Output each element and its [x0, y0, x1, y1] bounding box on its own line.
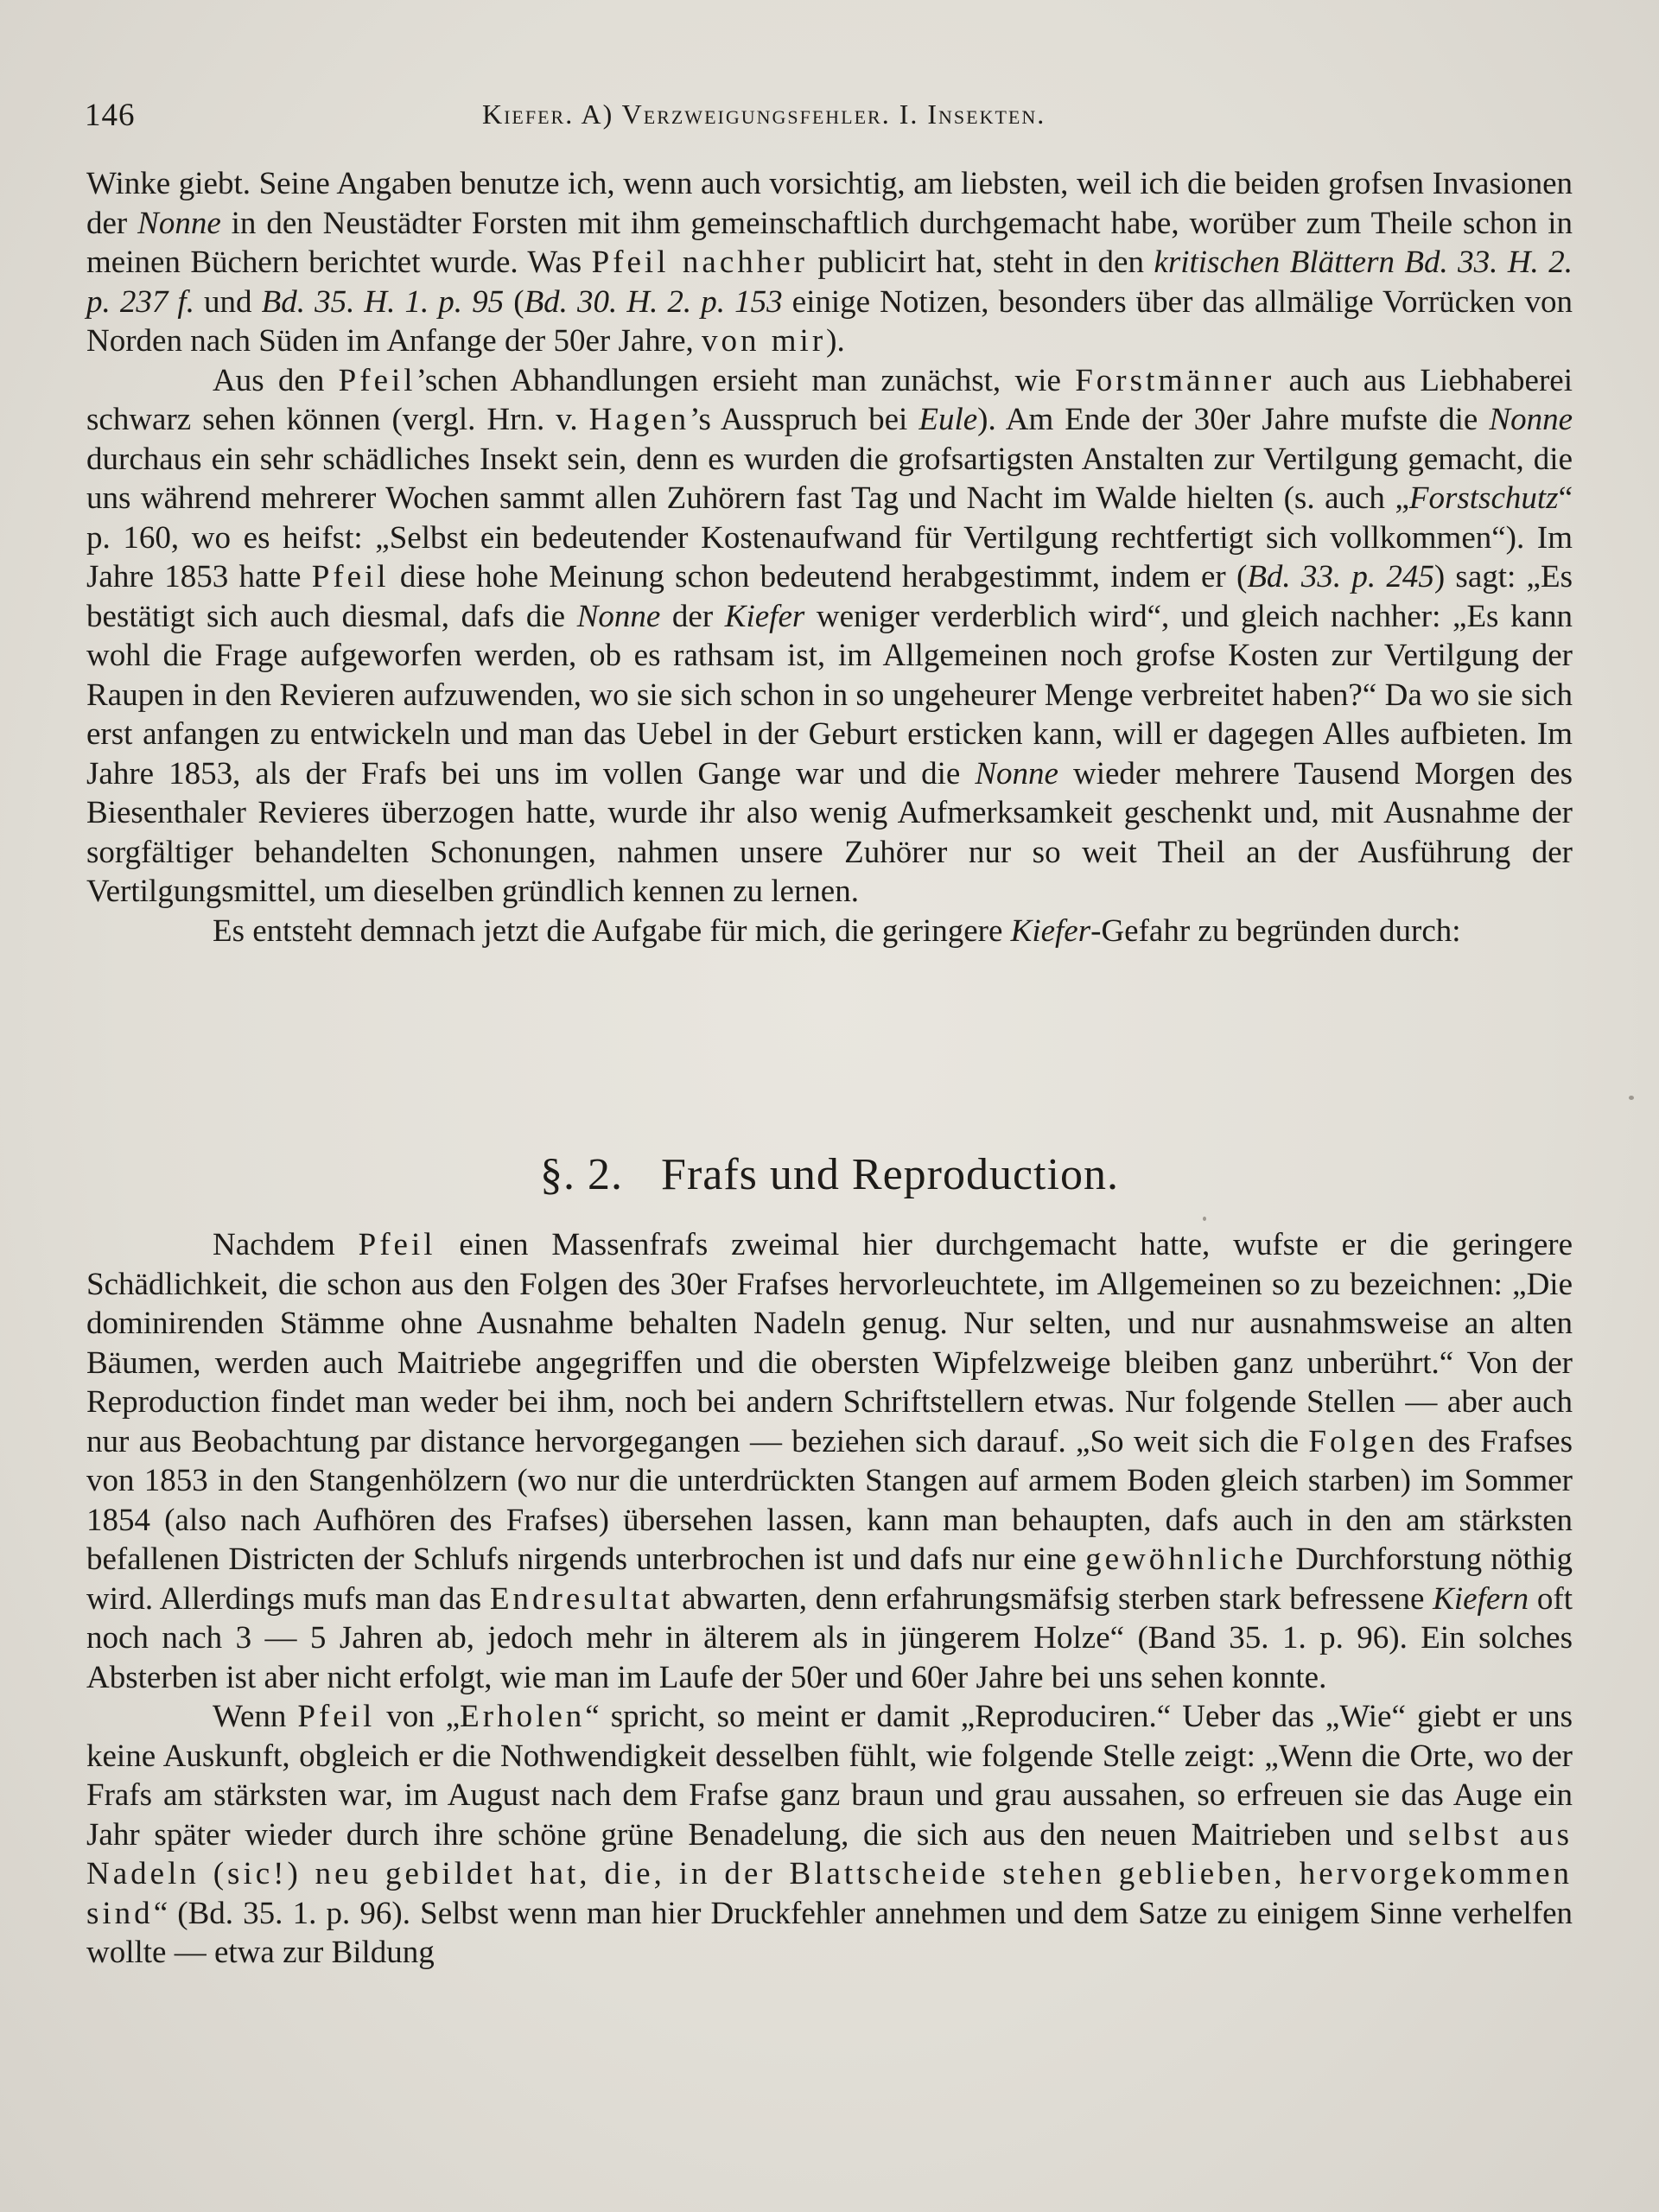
text-run: einen Massenfrafs zweimal hier durchgemacht hatte, wufste er die geringere Schädlichkeit, die schon aus den Folgen des 30er Frafses hervorleuchtete, im Allgemeinen so zu bezeichnen: „Die dominirenden Stämme ohne Ausnahme behalten Nadeln genug. Nur selten, und nur ausnahmsweise an alten Bäumen, werden auch Maitriebe angegriffen und die obersten Wipfelzweige bleiben ganz unberührt.“ Von der Reproduction findet man weder bei ihm, noch bei andern Schriftstellern etwas. Nur folgende Stellen — aber auch nur aus Beobachtung par distance hervorgegangen — beziehen sich darauf. „So weit sich die: [86, 1227, 1573, 1459]
spaced-emphasis: selbst aus Nadeln (sic!) neu gebildet hat, die, in der Blattscheide stehen geblieben, hervorgekommen sind: [86, 1816, 1573, 1931]
text-run: Durchforstung nöthig wird. Allerdings mufs man das: [86, 1541, 1573, 1617]
text-run: ’s Ausspruch bei: [690, 402, 919, 437]
italic-text: Kiefern: [1433, 1580, 1529, 1617]
text-run: -Gefahr zu begründen durch:: [1090, 912, 1461, 949]
spaced-emphasis: Erholen: [460, 1699, 586, 1734]
text-run: weniger verderblich wird“, und gleich nachher: „Es kann wohl die Frage aufgeworfen werden, ob es rathsam ist, im Allgemeinen noch grofse Kosten zur Vertilgung der Raupen in den Revieren aufzuwenden, wo sie sich schon in so ungeheurer Menge verbreitet haben?“ Da wo sie sich erst anfangen zu entwickeln und man das Uebel in der Geburt ersticken kann, will er dagegen Alles aufbieten. Im Jahre 1853, als der Frafs bei uns im vollen Gange war und die: [86, 598, 1573, 791]
text-run: durchaus ein sehr schädliches Insekt sein, denn es wurden die grofsartigsten Anstalten zur Vertilgung gemacht, die uns während mehrerer Wochen sammt allen Zuhörern fast Tag und Nacht im Walde hielten (s. auch „: [86, 441, 1573, 516]
text-run: ).: [826, 323, 845, 359]
paper-speck: [1203, 1217, 1206, 1221]
text-run: wieder mehrere Tausend Morgen des Biesenthaler Revieres überzogen hatte, wurde ihr also wenig Aufmerksamkeit geschenkt und, mit Ausnahme der sorgfältiger behandelten Schonungen, nahmen unsere Zuhörer nur so weit Theil an der Ausführung der Vertilgungsmittel, um dieselben gründlich kennen zu lernen.: [86, 755, 1573, 909]
section-number: §. 2.: [540, 1150, 624, 1199]
text-run: “ p. 160, wo es heifst: „Selbst ein bedeutender Kostenaufwand für Vertilgung rechtfertigt sich vollkommen“). Im Jahre 1853 hatte: [86, 480, 1573, 594]
text-run: ’schen Abhandlungen ersieht man zunächst, wie: [416, 362, 1076, 398]
text-run: in den Neustädter Forsten mit ihm gemeinschaftlich durchgemacht habe, worüber zum Theile schon in meinen Büchern berichtet wurde. Was: [86, 205, 1573, 280]
spaced-emphasis: Pfeil nachher: [591, 245, 808, 280]
text-run: diese hohe Meinung schon bedeutend herabgestimmt, indem er (: [389, 559, 1248, 594]
text-run: ). Am Ende der 30er Jahre mufste die: [977, 402, 1490, 437]
text-run: Aus den: [213, 362, 339, 398]
spaced-emphasis: Forstmänner: [1075, 362, 1275, 398]
spaced-emphasis: Pfeil: [358, 1227, 436, 1262]
text-run: des Frafses von 1853 in den Stangenhölzern (wo nur die unterdrückten Stangen auf armem Boden gleich starben) im Sommer 1854 (also nach Aufhören des Frafses) übersehen lassen, kann man behaupten, dafs auch in den am stärksten befallenen Districten der Schlufs nirgends unterbrochen ist und dafs nur eine: [86, 1423, 1573, 1577]
text-run: einige Notizen, besonders über das allmälige Vorrücken von Norden nach Süden im Anfange der 50er Jahre,: [86, 283, 1573, 359]
italic-text: Nonne: [1489, 402, 1573, 437]
italic-text: Nonne: [975, 755, 1058, 791]
spaced-emphasis: Hagen: [588, 402, 690, 437]
text-run: ) sagt: „Es bestätigt sich auch diesmal, dafs die: [86, 559, 1573, 634]
paragraph: [86, 164, 1573, 361]
running-head: [85, 97, 1571, 142]
text-run: Nachdem: [213, 1227, 359, 1262]
text-run: und: [194, 283, 262, 320]
italic-text: Nonne: [137, 205, 221, 241]
text-run: (: [504, 283, 524, 320]
italic-text: Kiefer: [1010, 912, 1091, 949]
spaced-emphasis: Folgen: [1308, 1423, 1419, 1459]
text-run: Winke giebt. Seine Angaben benutze ich, wenn auch vorsichtig, am liebsten, weil ich die beiden grofsen Invasionen der: [86, 166, 1573, 241]
running-head-title: Kiefer. A) Verzweigungsfehler. I. Insekten.: [482, 99, 1046, 130]
paragraph: [86, 912, 1573, 951]
body-text-upper: [86, 164, 1573, 950]
italic-text: Forstschutz: [1408, 480, 1559, 516]
text-run: publicirt hat, steht in den: [807, 245, 1154, 280]
spaced-emphasis: gewöhnliche: [1085, 1541, 1287, 1577]
paper-speck: [1629, 1096, 1634, 1100]
page-number: 146: [85, 98, 136, 133]
spaced-emphasis: von mir: [702, 323, 827, 359]
italic-text: Bd. 30. H. 2. p. 153: [524, 283, 783, 320]
paragraph: [86, 1225, 1573, 1697]
text-run: oft noch nach 3 — 5 Jahren ab, jedoch mehr in älterem als in jüngerem Holze“ (Band 35. 1. p. 96). Ein solches Absterben ist aber nicht erfolgt, wie man im Laufe der 50er und 60er Jahre bei uns sehen konnte.: [86, 1580, 1573, 1695]
text-run: Es entsteht demnach jetzt die Aufgabe für mich, die geringere: [213, 912, 1011, 949]
section-title: Frafs und Reproduction.: [661, 1150, 1119, 1199]
italic-text: Kiefer: [724, 598, 805, 634]
spaced-emphasis: Pfeil: [311, 559, 390, 594]
text-run: “ (Bd. 35. 1. p. 96). Selbst wenn man hier Druckfehler annehmen und dem Satze zu einigem Sinne verhelfen wollte — etwa zur Bildung: [86, 1895, 1573, 1970]
body-text-lower: [86, 1225, 1573, 1973]
text-run: der: [660, 598, 725, 634]
spaced-emphasis: Pfeil: [297, 1699, 376, 1734]
text-run: “ spricht, so meint er damit „Reproduciren.“ Ueber das „Wie“ giebt er uns keine Auskunft, obgleich er die Nothwendigkeit desselben fühlt, wie folgende Stelle zeigt: „Wenn die Orte, wo der Frafs am stärksten war, im August nach dem Frafse ganz braun und grau aussahen, so erfreuen sie das Auge ein Jahr später wieder durch ihre schöne grüne Benadelung, die sich aus den neuen Maitrieben und: [86, 1699, 1573, 1853]
italic-text: Bd. 33. p. 245: [1247, 559, 1434, 594]
italic-text: Eule: [918, 402, 978, 437]
italic-text: Nonne: [576, 598, 661, 634]
section-heading: [0, 1149, 1659, 1200]
text-run: auch aus Liebhaberei schwarz sehen können (vergl. Hrn. v.: [86, 362, 1573, 437]
spaced-emphasis: Endresultat: [489, 1580, 674, 1617]
spaced-emphasis: Pfeil: [338, 362, 416, 398]
paragraph: [86, 361, 1573, 912]
paragraph: [86, 1697, 1573, 1973]
text-run: von „: [375, 1699, 461, 1734]
text-run: Wenn: [213, 1699, 298, 1734]
text-run: abwarten, denn erfahrungsmäfsig sterben stark befressene: [673, 1580, 1433, 1617]
italic-text: kritischen Blättern Bd. 33. H. 2. p. 237 f.: [86, 245, 1573, 320]
italic-text: Bd. 35. H. 1. p. 95: [261, 283, 505, 320]
